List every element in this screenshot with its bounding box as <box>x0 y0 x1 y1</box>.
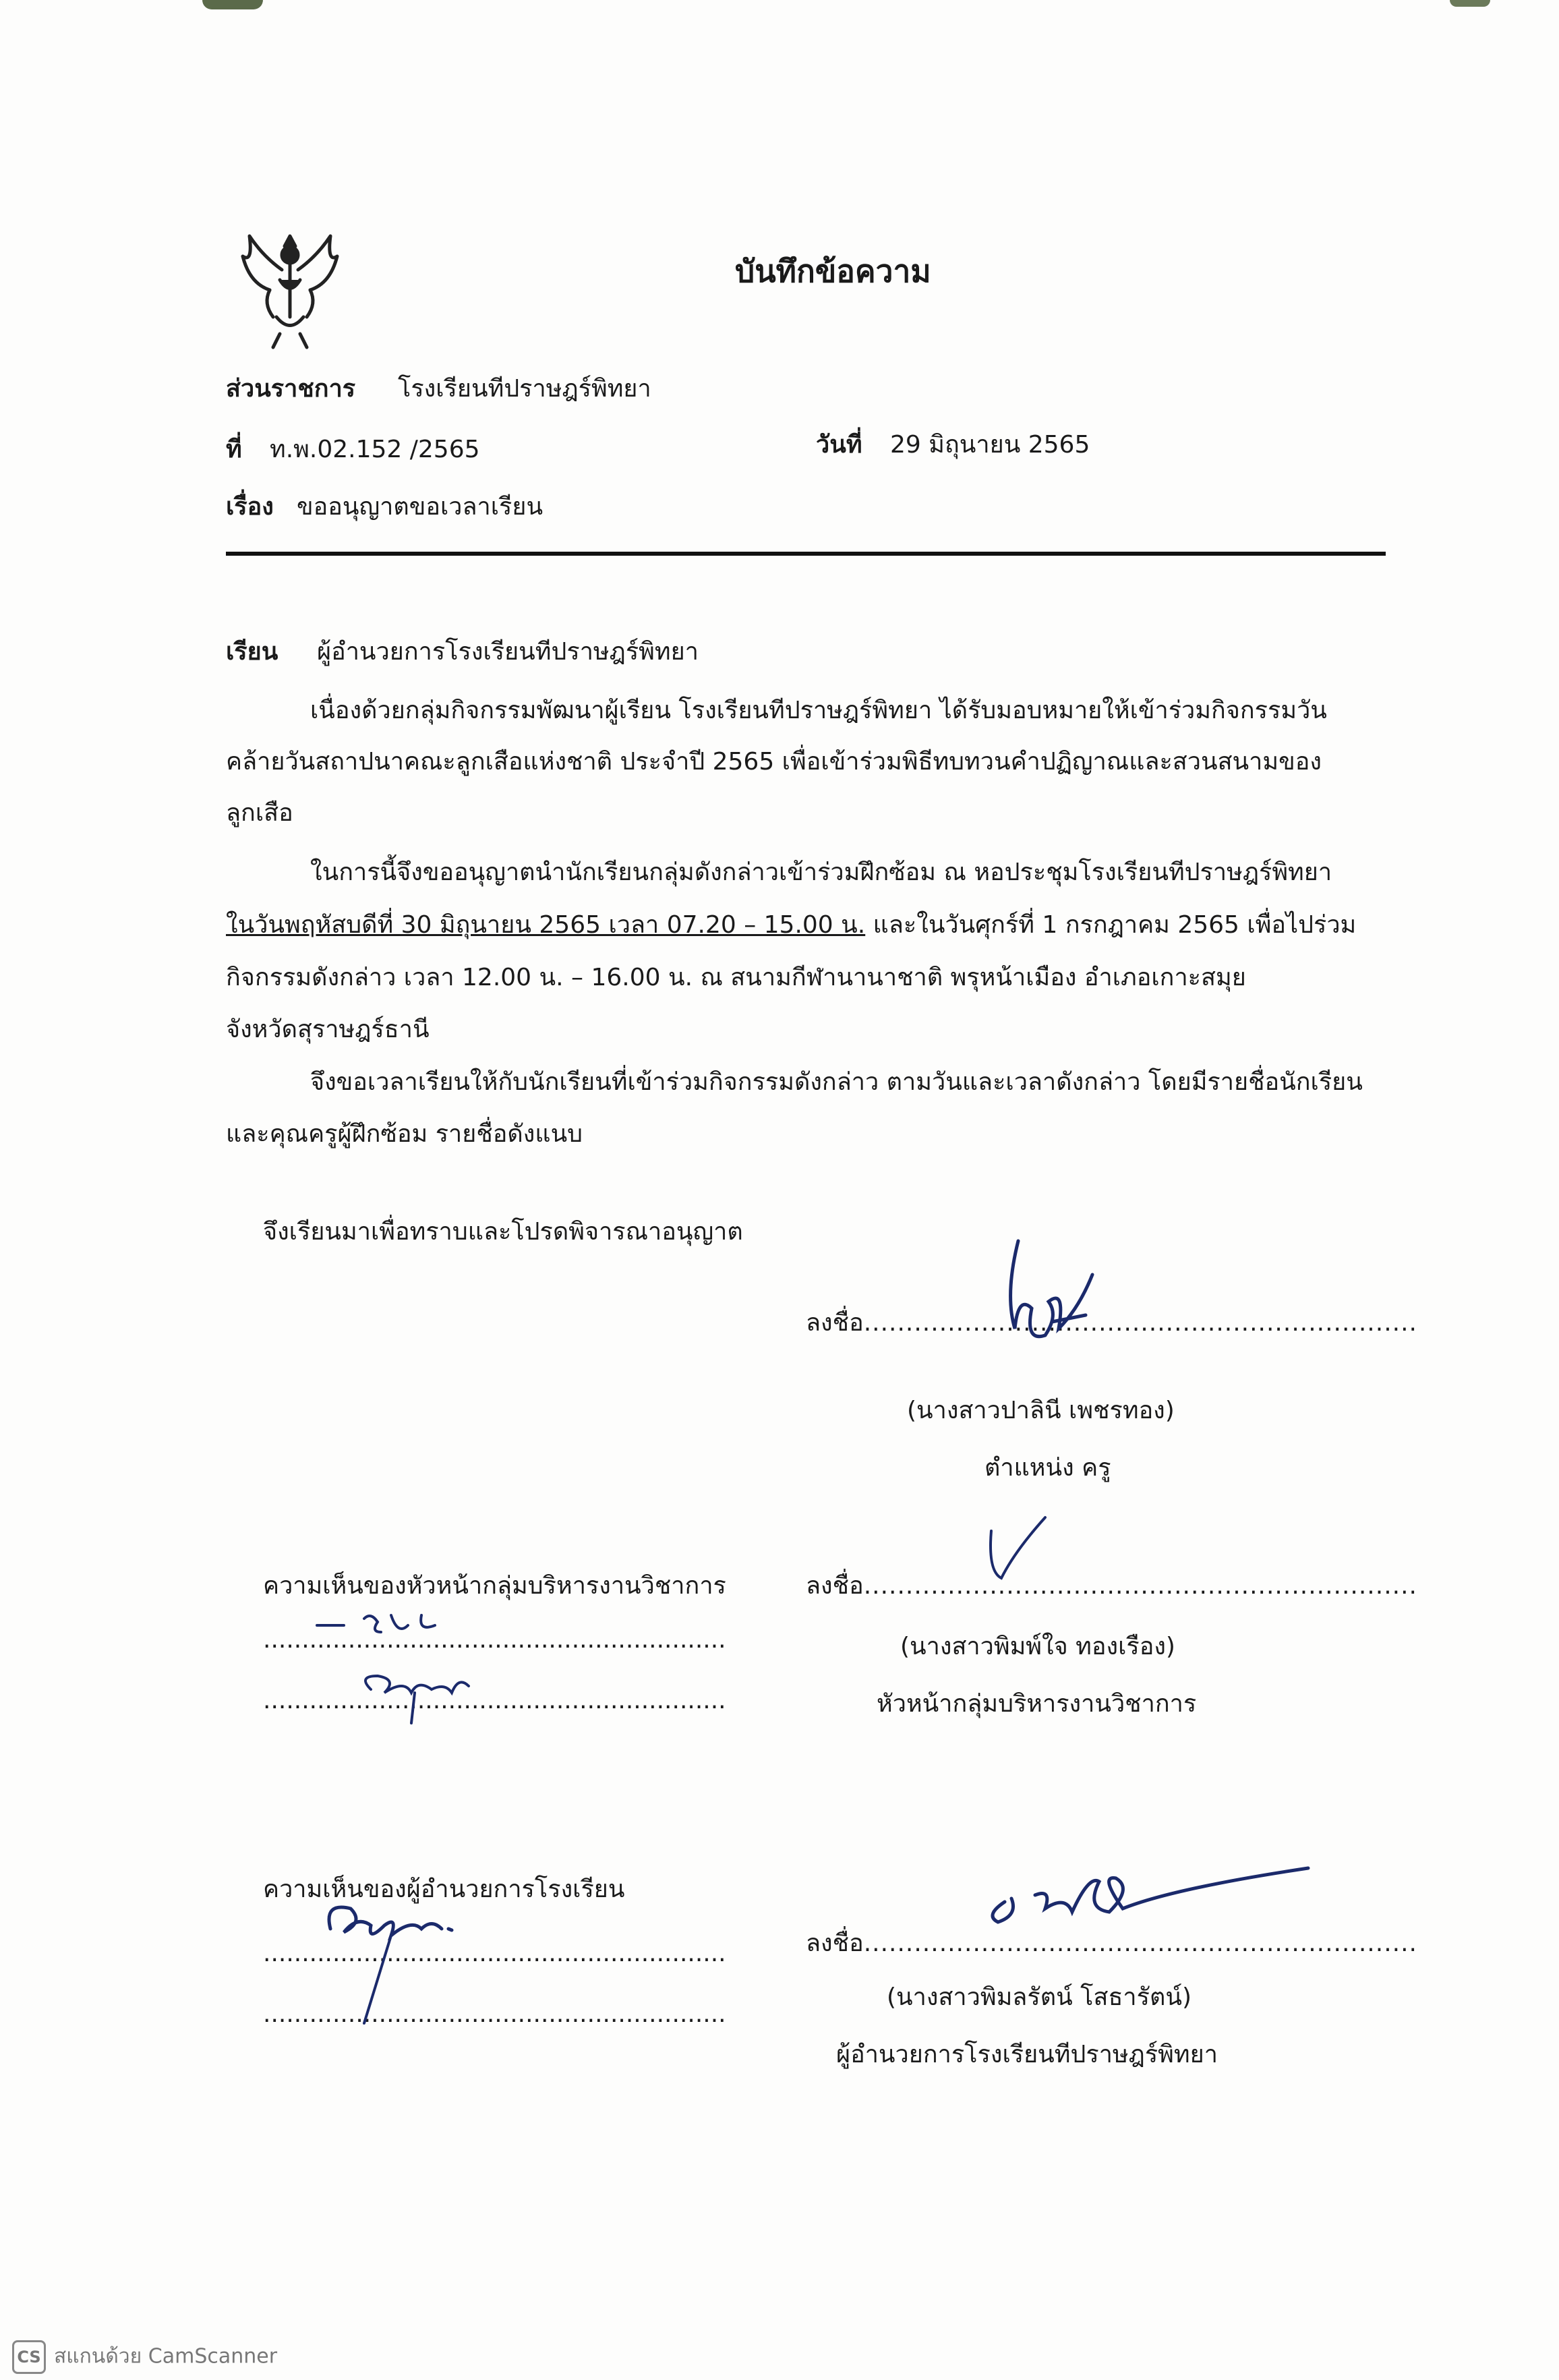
academic-name: (นางสาวพิมพ์ใจ ทองเรือง) <box>900 1633 1175 1660</box>
director-opinion-dots-2: ............................................................ <box>263 2000 726 2028</box>
paragraph-3-line-2: และคุณครูผู้ฝึกซ้อม รายชื่อดังแนบ <box>226 1120 583 1148</box>
memo-title: บันทึกข้อความ <box>735 253 931 289</box>
sign-label: ลงชื่อ <box>806 1572 864 1600</box>
practice-date-underlined: ในวันพฤหัสบดีที่ 30 มิถุนายน 2565 เวลา 07.20 – 15.00 น. <box>226 911 866 939</box>
sign-dots: .................................................................. <box>863 1929 1417 1957</box>
paragraph-3-line-1: จึงขอเวลาเรียนให้กับนักเรียนที่เข้าร่วมกิจกรรมดังกล่าว ตามวันและเวลาดังกล่าว โดยมีรายชื่อนักเรียน <box>310 1068 1363 1096</box>
date-value: 29 มิถุนายน 2565 <box>890 431 1090 459</box>
paragraph-2-line-4: จังหวัดสุราษฎร์ธานี <box>226 1016 430 1043</box>
sign-label: ลงชื่อ <box>806 1929 864 1957</box>
paragraph-2-line-3: กิจกรรมดังกล่าว เวลา 12.00 น. – 16.00 น. ณ สนามกีฬานานาชาติ พรุหน้าเมือง อำเภอเกาะสมุย <box>226 964 1246 991</box>
sign-dots: .................................................................. <box>863 1572 1417 1600</box>
salutation-value: ผู้อำนวยการโรงเรียนทีปราษฎร์พิทยา <box>317 638 699 666</box>
date-label: วันที่ <box>816 431 862 459</box>
camscanner-logo-icon: CS <box>12 2340 46 2374</box>
department-label: ส่วนราชการ <box>226 375 356 403</box>
paragraph-1-line-2: คล้ายวันสถาปนาคณะลูกเสือแห่งชาติ ประจำปี 2565 เพื่อเข้าร่วมพิธีทบทวนคำปฏิญาณและสวนสนามของ <box>226 748 1322 776</box>
scan-edge-mark <box>202 0 263 9</box>
director-position: ผู้อำนวยการโรงเรียนทีปราษฎร์พิทยา <box>836 2041 1218 2068</box>
academic-opinion-handwriting <box>303 1605 472 1740</box>
academic-signature <box>971 1511 1065 1592</box>
director-opinion-handwriting <box>310 1888 486 2030</box>
teacher-signature <box>978 1234 1113 1356</box>
academic-opinion-label: ความเห็นของหัวหน้ากลุ่มบริหารงานวิชาการ <box>263 1572 726 1600</box>
director-signature <box>971 1848 1322 1942</box>
header-divider <box>226 552 1386 556</box>
reference-number: ท.พ.02.152 /2565 <box>270 436 480 463</box>
academic-position: หัวหน้ากลุ่มบริหารงานวิชาการ <box>877 1690 1197 1718</box>
director-opinion-label: ความเห็นของผู้อำนวยการโรงเรียน <box>263 1876 625 1903</box>
teacher-position: ตำแหน่ง ครู <box>984 1454 1111 1482</box>
director-opinion-dots-1: ............................................................ <box>263 1940 726 1967</box>
scan-edge-mark <box>1450 0 1490 7</box>
paragraph-2-line-1: ในการนี้จึงขออนุญาตนำนักเรียนกลุ่มดังกล่าวเข้าร่วมฝึกซ้อม ณ หอประชุมโรงเรียนทีปราษฎร์พิทยา <box>310 859 1332 886</box>
scanner-watermark <box>12 2340 277 2374</box>
subject-value: ขออนุญาตขอเวลาเรียน <box>297 493 543 521</box>
paragraph-2-line-2-rest: และในวันศุกร์ที่ 1 กรกฎาคม 2565 เพื่อไปร่วม <box>865 911 1357 939</box>
closing-line: จึงเรียนมาเพื่อทราบและโปรดพิจารณาอนุญาต <box>263 1218 743 1246</box>
salutation-label: เรียน <box>226 638 278 666</box>
director-name: (นางสาวพิมลรัตน์ โสธารัตน์) <box>887 1983 1192 2011</box>
sign-dots: .................................................................. <box>863 1309 1417 1337</box>
garuda-emblem-icon <box>223 216 357 351</box>
paragraph-1-line-1: เนื่องด้วยกลุ่มกิจกรรมพัฒนาผู้เรียน โรงเรียนทีปราษฎร์พิทยา ได้รับมอบหมายให้เข้าร่วมกิจกรรมวัน <box>310 697 1327 724</box>
academic-opinion-dots-1: ............................................................ <box>263 1626 726 1654</box>
department-value: โรงเรียนทีปราษฎร์พิทยา <box>398 375 651 403</box>
reference-label: ที่ <box>226 436 242 463</box>
teacher-name: (นางสาวปาลินี เพชรทอง) <box>907 1397 1175 1424</box>
scanner-text: สแกนด้วย CamScanner <box>54 2344 278 2369</box>
sign-label: ลงชื่อ <box>806 1309 864 1337</box>
academic-sign-line <box>806 1571 1417 1600</box>
academic-opinion-dots-2: ............................................................ <box>263 1687 726 1714</box>
paragraph-2-line-2 <box>226 910 1356 939</box>
subject-label: เรื่อง <box>226 493 274 521</box>
paragraph-1-line-3: ลูกเสือ <box>226 799 293 827</box>
